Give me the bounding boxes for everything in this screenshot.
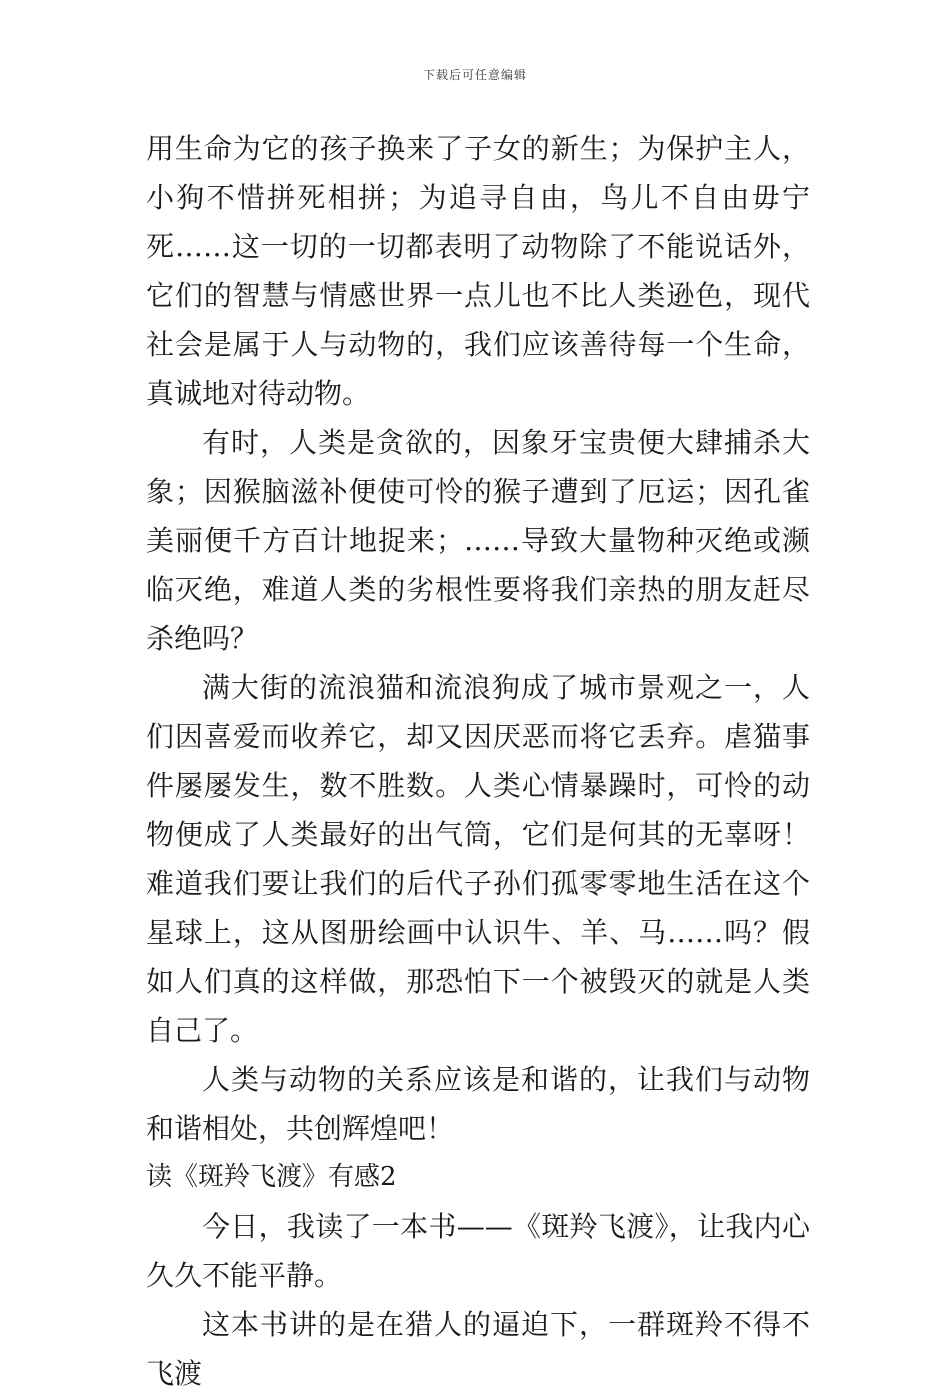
section-title: 读《斑羚飞渡》有感2	[146, 1162, 397, 1192]
paragraph: 今日，我读了一本书——《斑羚飞渡》，让我内心久久不能平静。	[146, 1210, 810, 1292]
paragraph: 人类与动物的关系应该是和谐的，让我们与动物和谐相处，共创辉煌吧！	[146, 1063, 810, 1145]
page-header: 下载后可任意编辑	[422, 68, 527, 82]
paragraph: 满大街的流浪猫和流浪狗成了城市景观之一，人们因喜爱而收养它，却又因厌恶而将它丢弃。虐猫事件屡屡发生，数不胜数。人类心情暴躁时，可怜的动物便成了人类最好的出气筒，它们是何其的无辜呀！难道我们要让我们的后代子孙们孤零零地生活在这个星球上，这从图册绘画中认识牛、羊、马……吗？假如人们真的这样做，那恐怕下一个被毁灭的就是人类自己了。	[146, 671, 810, 1047]
paragraph: 这本书讲的是在猎人的逼迫下，一群斑羚不得不飞渡	[146, 1308, 810, 1390]
document-body	[146, 124, 810, 1398]
paragraph: 有时，人类是贪欲的，因象牙宝贵便大肆捕杀大象；因猴脑滋补便使可怜的猴子遭到了厄运；因孔雀美丽便千方百计地捉来；……导致大量物种灭绝或濒临灭绝，难道人类的劣根性要将我们亲热的朋友赶尽杀绝吗？	[146, 426, 810, 655]
paragraph-continuation: 用生命为它的孩子换来了子女的新生；为保护主人，小狗不惜拼死相拼；为追寻自由，鸟儿不自由毋宁死……这一切的一切都表明了动物除了不能说话外，它们的智慧与情感世界一点儿也不比人类逊色，现代社会是属于人与动物的，我们应该善待每一个生命，真诚地对待动物。	[146, 132, 810, 410]
